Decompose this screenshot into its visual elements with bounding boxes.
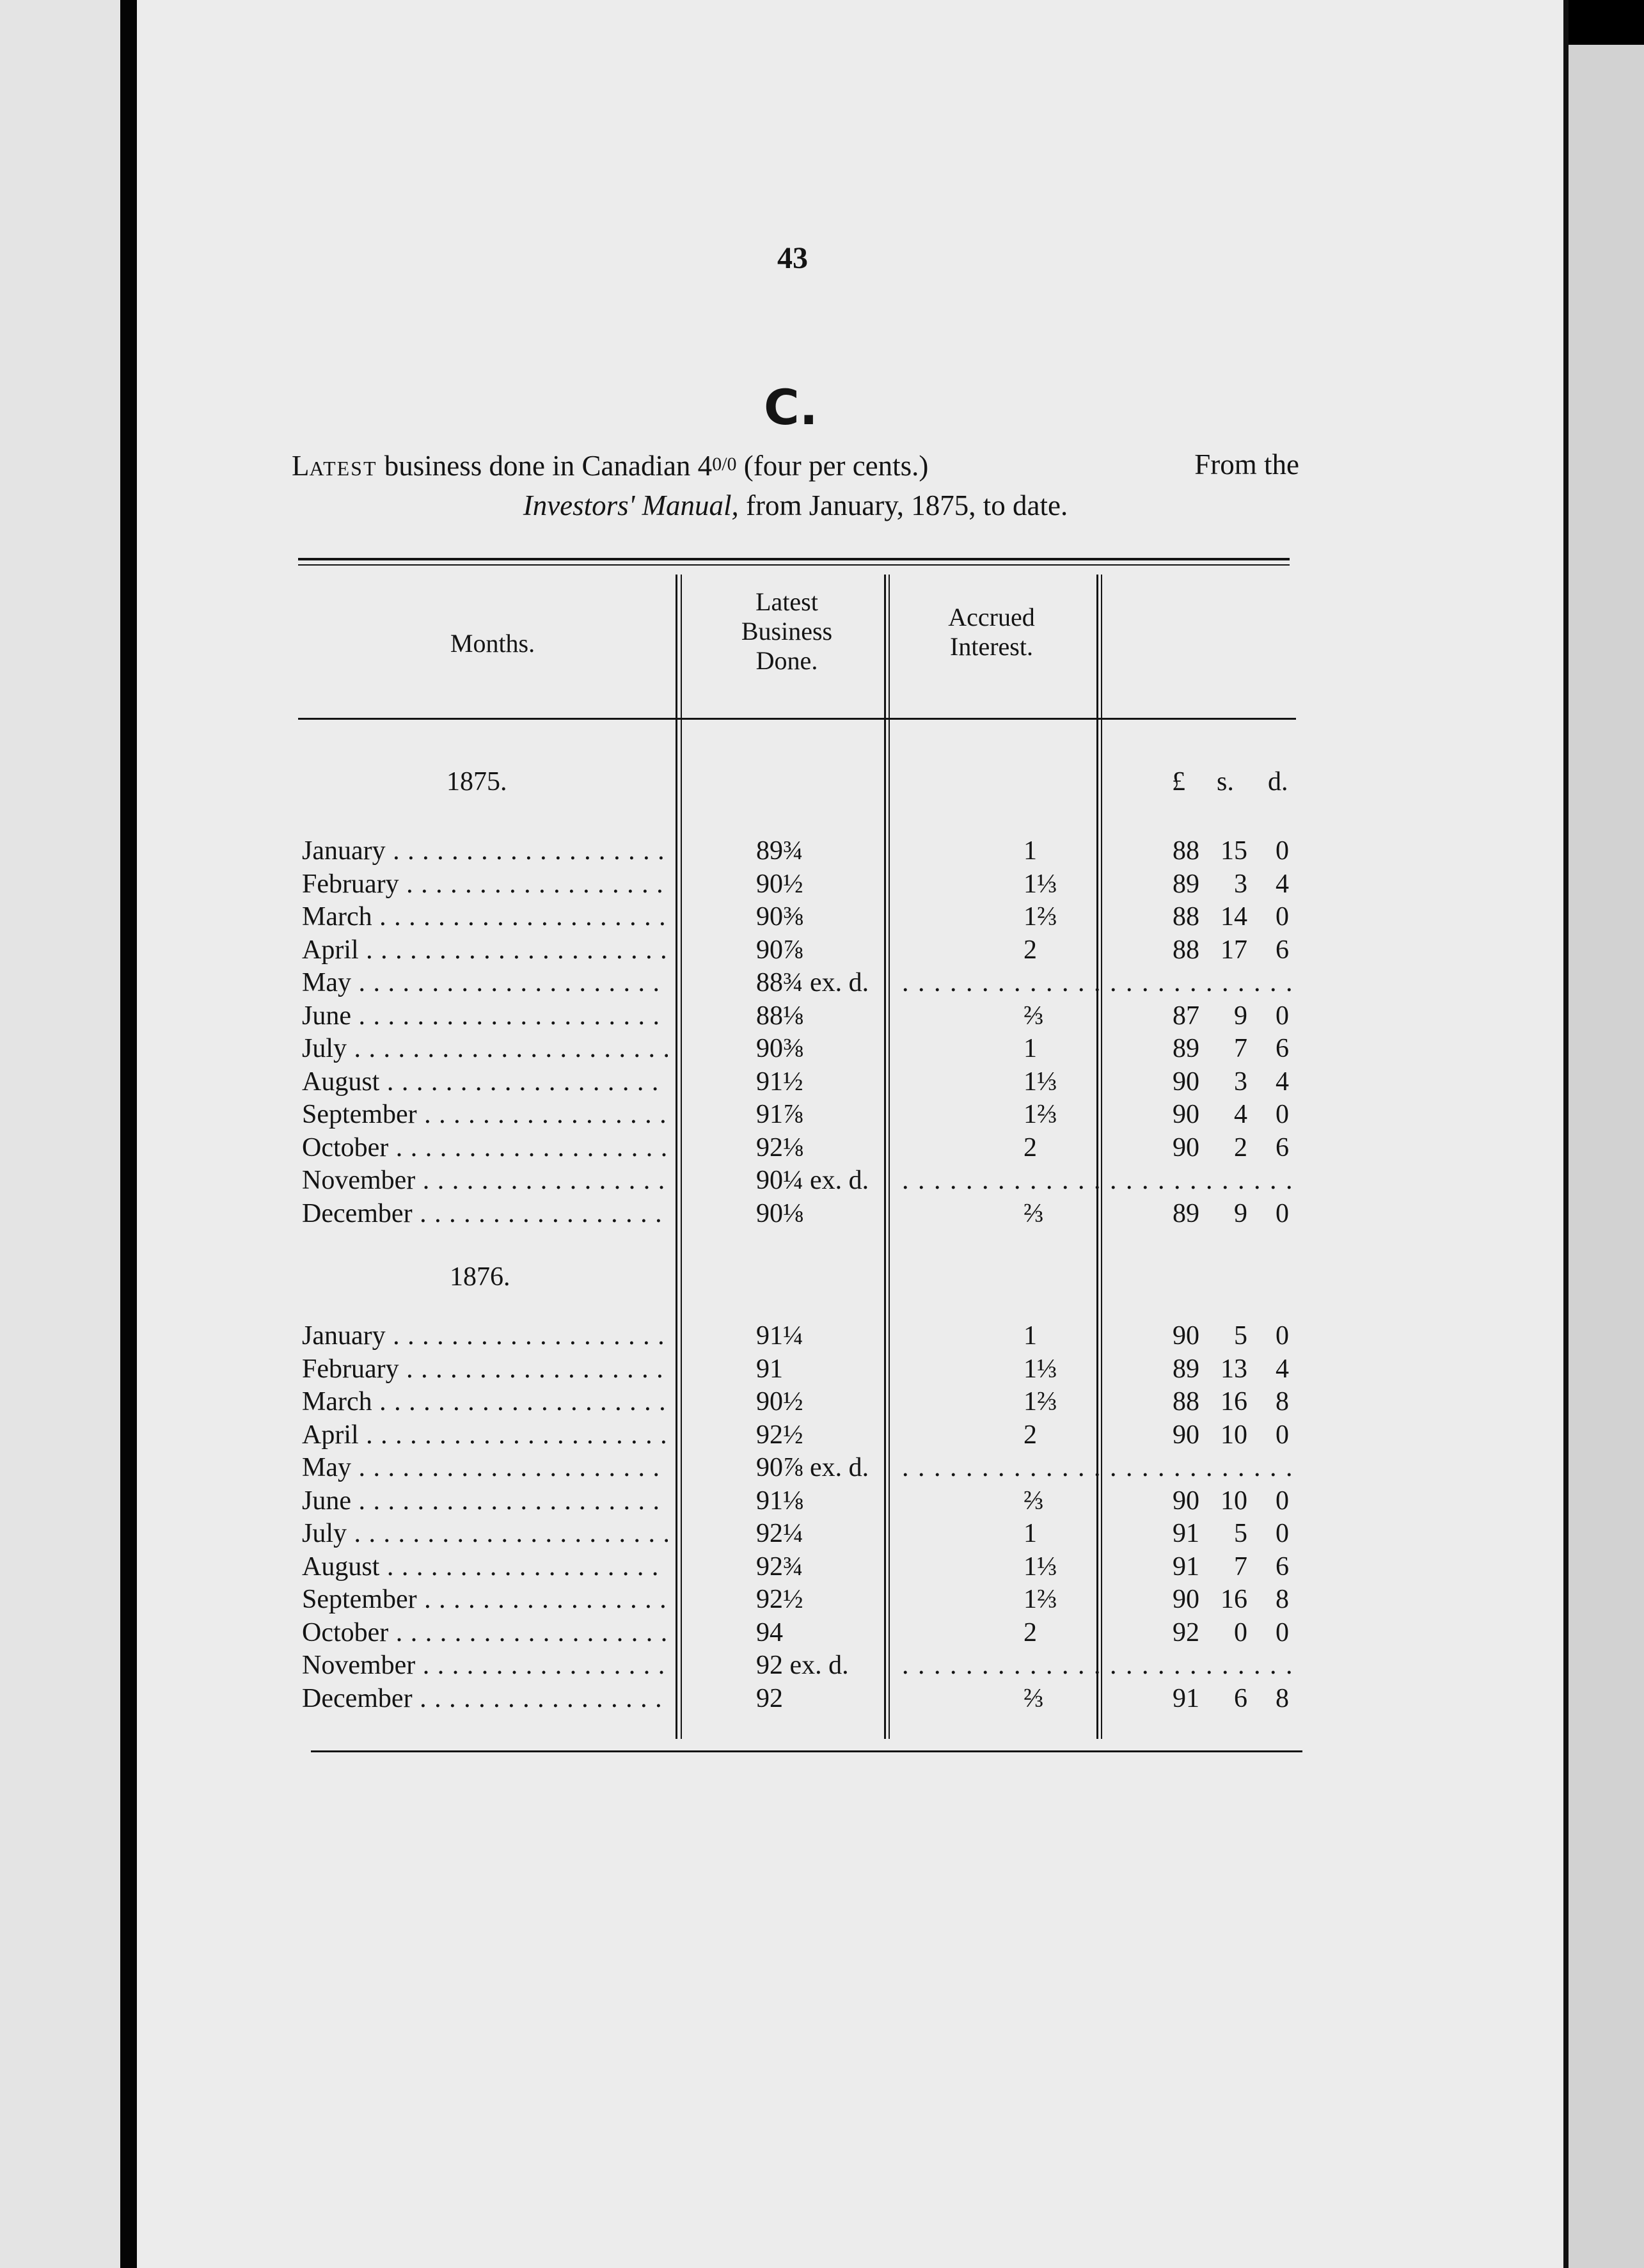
shillings-cell: 9 bbox=[1234, 1198, 1247, 1228]
accrued-interest-cell: 2 bbox=[1024, 1420, 1037, 1450]
accrued-interest-cell: 2 bbox=[1024, 935, 1037, 965]
shillings-cell: 4 bbox=[1234, 1100, 1247, 1129]
caption-date-range: from January, 1875, to date. bbox=[738, 489, 1068, 521]
shillings-cell: 7 bbox=[1234, 1034, 1247, 1063]
pence-cell: 0 bbox=[1276, 1420, 1289, 1450]
month-cell: April . . . bbox=[302, 1419, 668, 1451]
accrued-interest-cell: 1⅔ bbox=[1024, 1387, 1057, 1416]
shillings-cell: 5 bbox=[1234, 1519, 1247, 1548]
pence-cell: 0 bbox=[1276, 1100, 1289, 1129]
shillings-cell: 13 bbox=[1221, 1354, 1247, 1384]
latest-business-cell: 88⅛ bbox=[756, 1001, 803, 1031]
table-row bbox=[0, 934, 1644, 966]
pence-cell: 6 bbox=[1276, 1551, 1289, 1582]
header-accrued bbox=[908, 603, 1075, 662]
month-cell: October . . . bbox=[302, 1617, 668, 1649]
table-row bbox=[0, 1583, 1644, 1615]
table-row bbox=[0, 1649, 1644, 1681]
pence-cell: 8 bbox=[1276, 1683, 1289, 1713]
shillings-cell: 5 bbox=[1234, 1321, 1247, 1351]
shillings-cell: 3 bbox=[1234, 1067, 1247, 1097]
month-cell: November . . . bbox=[302, 1164, 668, 1196]
shillings-cell: 9 bbox=[1234, 1001, 1247, 1031]
table-row bbox=[0, 901, 1644, 933]
month-cell: May . . . bbox=[302, 1452, 668, 1484]
latest-business-cell: 91 bbox=[756, 1354, 783, 1384]
month-cell: June . . . bbox=[302, 1000, 668, 1032]
pounds-cell: 90 bbox=[1173, 1067, 1199, 1097]
month-cell: July . . . bbox=[302, 1033, 668, 1065]
leader-dots bbox=[902, 1452, 1299, 1484]
caption-source: Investors' Manual, bbox=[523, 489, 739, 521]
latest-business-cell: 90⅛ bbox=[756, 1198, 803, 1228]
pounds-cell: 89 bbox=[1173, 1198, 1199, 1228]
shillings-cell: 6 bbox=[1234, 1683, 1247, 1713]
pence-cell: 8 bbox=[1276, 1585, 1289, 1614]
header-latest bbox=[704, 587, 870, 676]
pounds-cell: 88 bbox=[1173, 1387, 1199, 1416]
latest-business-cell: 94 bbox=[756, 1617, 783, 1647]
pence-cell: 0 bbox=[1276, 1198, 1289, 1228]
table-row bbox=[0, 1132, 1644, 1164]
accrued-interest-cell: 1⅓ bbox=[1024, 1067, 1057, 1097]
pounds-cell: 91 bbox=[1173, 1683, 1199, 1713]
pence-cell: 4 bbox=[1276, 1354, 1289, 1384]
shillings-cell: 3 bbox=[1234, 869, 1247, 899]
shillings-cell: 0 bbox=[1234, 1617, 1247, 1647]
caption-lead-small: ATEST bbox=[309, 457, 377, 480]
month-cell: September . . . bbox=[302, 1583, 668, 1615]
month-cell: May . . . bbox=[302, 967, 668, 999]
month-cell: January . . . bbox=[302, 835, 668, 867]
shillings-cell: 16 bbox=[1221, 1387, 1247, 1416]
accrued-interest-cell: 1 bbox=[1024, 1519, 1037, 1548]
table-row bbox=[0, 1164, 1644, 1196]
shillings-cell: 14 bbox=[1221, 902, 1247, 932]
caption-right: From the bbox=[1194, 448, 1299, 480]
table-row bbox=[0, 1098, 1644, 1130]
pence-cell: 0 bbox=[1276, 1321, 1289, 1351]
month-cell: July . . . bbox=[302, 1518, 668, 1550]
table-caption bbox=[292, 446, 1299, 524]
pounds-cell: 90 bbox=[1173, 1420, 1199, 1450]
pence-cell: 4 bbox=[1276, 869, 1289, 899]
table-row bbox=[0, 1198, 1644, 1230]
shillings-cell: 16 bbox=[1221, 1585, 1247, 1614]
pounds-cell: 91 bbox=[1173, 1551, 1199, 1582]
pence-cell: 0 bbox=[1276, 1001, 1289, 1031]
accrued-interest-cell: 1⅓ bbox=[1024, 1354, 1057, 1384]
accrued-interest-cell: 1⅓ bbox=[1024, 1551, 1057, 1582]
unit-shillings: s. bbox=[1217, 767, 1234, 797]
accrued-interest-cell: ⅔ bbox=[1024, 1001, 1044, 1031]
table-row bbox=[0, 1452, 1644, 1484]
accrued-interest-cell: ⅔ bbox=[1024, 1683, 1044, 1713]
year-heading: 1875. bbox=[447, 767, 507, 797]
leader-dots bbox=[902, 967, 1299, 999]
latest-business-cell: 92¾ bbox=[756, 1551, 803, 1582]
top-rule bbox=[298, 558, 1290, 560]
latest-business-cell: 91⅛ bbox=[756, 1486, 803, 1516]
month-cell: March . . . bbox=[302, 1386, 668, 1418]
accrued-interest-cell: 2 bbox=[1024, 1132, 1037, 1162]
table-row bbox=[0, 1683, 1644, 1715]
latest-business-cell: 89¾ bbox=[756, 836, 803, 866]
shillings-cell: 10 bbox=[1221, 1486, 1247, 1516]
month-cell: August . . . bbox=[302, 1551, 668, 1583]
table-row bbox=[0, 1066, 1644, 1098]
accrued-interest-cell: 1 bbox=[1024, 836, 1037, 866]
top-rule-thin bbox=[298, 564, 1290, 566]
latest-business-cell: 92¼ bbox=[756, 1519, 803, 1548]
pounds-cell: 88 bbox=[1173, 935, 1199, 965]
accrued-interest-cell: 1⅔ bbox=[1024, 902, 1057, 932]
header-accrued-2: Interest. bbox=[950, 632, 1033, 661]
percent-sign: 0/0 bbox=[712, 454, 737, 475]
latest-business-cell: 91½ bbox=[756, 1067, 803, 1097]
header-rule bbox=[298, 718, 1296, 720]
accrued-interest-cell: 2 bbox=[1024, 1617, 1037, 1647]
caption-rest: (four per cents.) bbox=[736, 450, 929, 482]
header-months: Months. bbox=[450, 629, 535, 658]
shillings-cell: 15 bbox=[1221, 836, 1247, 866]
latest-business-cell: 90⅜ bbox=[756, 1034, 803, 1063]
pence-cell: 0 bbox=[1276, 1519, 1289, 1548]
table-row bbox=[0, 835, 1644, 867]
pounds-cell: 88 bbox=[1173, 836, 1199, 866]
page-number: 43 bbox=[777, 241, 808, 275]
pounds-cell: 90 bbox=[1173, 1100, 1199, 1129]
table-row bbox=[0, 1617, 1644, 1649]
unit-pounds: £ bbox=[1172, 767, 1185, 797]
month-cell: January . . . bbox=[302, 1320, 668, 1352]
month-cell: December . . . bbox=[302, 1198, 668, 1230]
pounds-cell: 89 bbox=[1173, 869, 1199, 899]
table-row bbox=[0, 1000, 1644, 1032]
table-row bbox=[0, 1485, 1644, 1517]
latest-business-cell: 91⅞ bbox=[756, 1100, 803, 1129]
latest-business-cell: 92 ex. d. bbox=[756, 1651, 849, 1680]
accrued-interest-cell: 1⅔ bbox=[1024, 1100, 1057, 1129]
latest-business-cell: 90⅜ bbox=[756, 902, 803, 932]
pounds-cell: 88 bbox=[1173, 902, 1199, 932]
latest-business-cell: 90½ bbox=[756, 1387, 803, 1416]
pounds-cell: 89 bbox=[1173, 1034, 1199, 1063]
pence-cell: 0 bbox=[1276, 902, 1289, 932]
pence-cell: 0 bbox=[1276, 836, 1289, 866]
table-row bbox=[0, 1419, 1644, 1451]
table-row bbox=[0, 1386, 1644, 1418]
month-cell: November . . . bbox=[302, 1649, 668, 1681]
accrued-interest-cell: 1 bbox=[1024, 1321, 1037, 1351]
bottom-rule bbox=[311, 1750, 1302, 1752]
table-row bbox=[0, 1033, 1644, 1065]
header-accrued-1: Accrued bbox=[948, 603, 1035, 631]
caption-line-2 bbox=[292, 487, 1299, 524]
pence-cell: 8 bbox=[1276, 1387, 1289, 1416]
table-row bbox=[0, 967, 1644, 999]
pounds-cell: 90 bbox=[1173, 1321, 1199, 1351]
accrued-interest-cell: 1 bbox=[1024, 1034, 1037, 1063]
pounds-cell: 90 bbox=[1173, 1486, 1199, 1516]
accrued-interest-cell: 1⅔ bbox=[1024, 1585, 1057, 1614]
leader-dots bbox=[902, 1164, 1299, 1196]
accrued-interest-cell: 1⅓ bbox=[1024, 869, 1057, 899]
caption-main bbox=[292, 446, 928, 487]
accrued-interest-cell: ⅔ bbox=[1024, 1486, 1044, 1516]
caption-lead-big: L bbox=[292, 450, 310, 482]
month-cell: June . . . bbox=[302, 1485, 668, 1517]
shillings-cell: 7 bbox=[1234, 1551, 1247, 1582]
pence-cell: 6 bbox=[1276, 935, 1289, 965]
pounds-cell: 89 bbox=[1173, 1354, 1199, 1384]
latest-business-cell: 88¾ ex. d. bbox=[756, 968, 869, 997]
pence-cell: 0 bbox=[1276, 1486, 1289, 1516]
pence-cell: 6 bbox=[1276, 1132, 1289, 1162]
scan-corner bbox=[1569, 0, 1644, 45]
unit-pence: d. bbox=[1268, 767, 1288, 797]
pence-cell: 4 bbox=[1276, 1067, 1289, 1097]
header-latest-3: Done. bbox=[755, 646, 818, 675]
month-cell: February . . . bbox=[302, 1353, 668, 1385]
month-cell: February . . . bbox=[302, 868, 668, 900]
latest-business-cell: 92½ bbox=[756, 1420, 803, 1450]
month-cell: September . . . bbox=[302, 1098, 668, 1130]
header-latest-2: Business bbox=[741, 617, 833, 646]
table-row bbox=[0, 868, 1644, 900]
table-row bbox=[0, 1518, 1644, 1550]
latest-business-cell: 90⅞ bbox=[756, 935, 803, 965]
pence-cell: 6 bbox=[1276, 1034, 1289, 1063]
shillings-cell: 10 bbox=[1221, 1420, 1247, 1450]
accrued-interest-cell: ⅔ bbox=[1024, 1198, 1044, 1228]
latest-business-cell: 91¼ bbox=[756, 1321, 803, 1351]
shillings-cell: 2 bbox=[1234, 1132, 1247, 1162]
appendix-letter: C. bbox=[764, 379, 818, 436]
header-latest-1: Latest bbox=[755, 587, 818, 616]
table-row bbox=[0, 1353, 1644, 1385]
month-cell: August . . . bbox=[302, 1066, 668, 1098]
table-row bbox=[0, 1320, 1644, 1352]
table-row bbox=[0, 1551, 1644, 1583]
month-cell: December . . . bbox=[302, 1683, 668, 1715]
year-heading: 1876. bbox=[450, 1262, 510, 1292]
month-cell: March . . . bbox=[302, 901, 668, 933]
month-cell: April . . . bbox=[302, 934, 668, 966]
latest-business-cell: 90⅞ ex. d. bbox=[756, 1453, 869, 1482]
latest-business-cell: 92 bbox=[756, 1683, 783, 1713]
latest-business-cell: 90¼ ex. d. bbox=[756, 1166, 869, 1195]
pounds-cell: 91 bbox=[1173, 1519, 1199, 1548]
caption-text: business done in Canadian 4 bbox=[377, 450, 713, 482]
shillings-cell: 17 bbox=[1221, 935, 1247, 965]
pounds-cell: 92 bbox=[1173, 1617, 1199, 1647]
pounds-cell: 87 bbox=[1173, 1001, 1199, 1031]
caption-line-1 bbox=[292, 446, 1299, 487]
latest-business-cell: 92⅛ bbox=[756, 1132, 803, 1162]
pence-cell: 0 bbox=[1276, 1617, 1289, 1647]
month-cell: October . . . bbox=[302, 1132, 668, 1164]
leader-dots bbox=[902, 1649, 1299, 1681]
pounds-cell: 90 bbox=[1173, 1132, 1199, 1162]
latest-business-cell: 90½ bbox=[756, 869, 803, 899]
pounds-cell: 90 bbox=[1173, 1585, 1199, 1614]
latest-business-cell: 92½ bbox=[756, 1585, 803, 1614]
